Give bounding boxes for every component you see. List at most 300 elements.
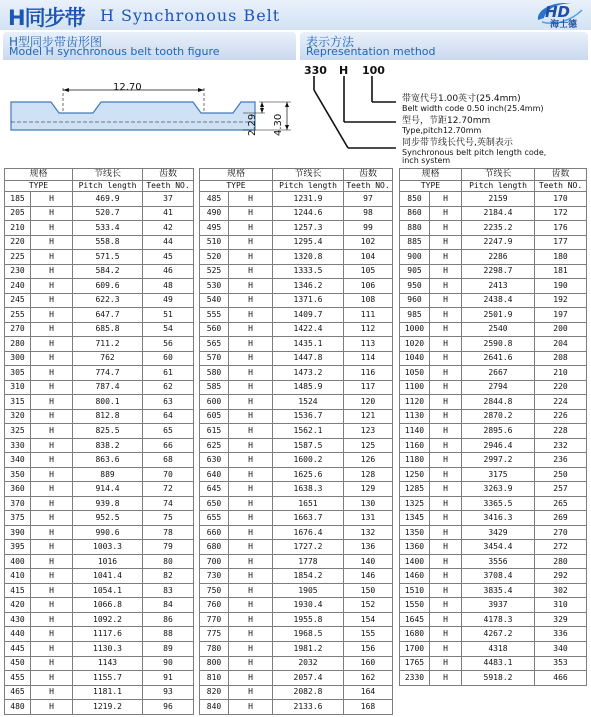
table-row — [200, 496, 393, 511]
type-cell: H — [430, 554, 462, 569]
type-cell: H — [31, 641, 73, 656]
teeth-count-cell: 353 — [535, 656, 587, 671]
spec-table-2 — [199, 168, 393, 715]
pitch-length-cell: 2997.2 — [462, 453, 535, 468]
table-row — [200, 612, 393, 627]
teeth-count-cell: 75 — [143, 511, 194, 526]
width-code-en: Belt width code 0.50 inch(25.4mm) — [402, 104, 544, 113]
teeth-count-cell: 154 — [344, 612, 393, 627]
svg-text:HD: HD — [545, 3, 571, 21]
table-row — [5, 235, 194, 250]
type-cell: H — [430, 583, 462, 598]
teeth-count-cell: 80 — [143, 554, 194, 569]
type-cell: H — [31, 685, 73, 700]
pitch-length-cell: 2501.9 — [462, 308, 535, 323]
table-row — [400, 482, 587, 497]
pitch-length-cell: 838.2 — [73, 438, 143, 453]
pitch-length-cell: 1968.5 — [273, 627, 344, 642]
page-title-en: H Synchronous Belt — [100, 6, 281, 25]
table-row — [5, 322, 194, 337]
pitch-length-cell: 1016 — [73, 554, 143, 569]
type-cell: H — [229, 279, 273, 294]
pitch-length-cell: 990.6 — [73, 525, 143, 540]
type-cell: H — [430, 525, 462, 540]
type-cell: H — [229, 467, 273, 482]
pitch-length-cell: 2590.8 — [462, 337, 535, 352]
table-row — [5, 467, 194, 482]
teeth-count-cell: 265 — [535, 496, 587, 511]
type-cell: H — [229, 293, 273, 308]
table-row — [200, 525, 393, 540]
teeth-count-cell: 105 — [344, 264, 393, 279]
table-row — [200, 366, 393, 381]
table-row — [5, 671, 194, 686]
table-row — [400, 540, 587, 555]
spec-size-cell: 1285 — [400, 482, 430, 497]
teeth-count-cell: 65 — [143, 424, 194, 439]
table-row — [200, 467, 393, 482]
table-row — [400, 453, 587, 468]
header-bar — [0, 0, 591, 30]
spec-size-cell: 960 — [400, 293, 430, 308]
teeth-count-cell: 97 — [344, 192, 393, 207]
spec-size-cell: 185 — [5, 192, 31, 207]
pitch-length-cell: 1346.2 — [273, 279, 344, 294]
spec-size-cell: 555 — [200, 308, 229, 323]
table-row — [200, 308, 393, 323]
spec-size-cell: 455 — [5, 671, 31, 686]
pitch-length-cell: 4178.3 — [462, 612, 535, 627]
type-cell: H — [31, 612, 73, 627]
teeth-count-cell: 224 — [535, 395, 587, 410]
spec-size-cell: 490 — [200, 206, 229, 221]
spec-size-cell: 760 — [200, 598, 229, 613]
teeth-count-cell: 82 — [143, 569, 194, 584]
pitch-length-cell: 1447.8 — [273, 351, 344, 366]
teeth-count-cell: 156 — [344, 641, 393, 656]
teeth-count-cell: 102 — [344, 235, 393, 250]
spec-size-cell: 1700 — [400, 641, 430, 656]
table-row — [5, 685, 194, 700]
table-row — [5, 438, 194, 453]
teeth-count-cell: 86 — [143, 612, 194, 627]
type-cell: H — [430, 453, 462, 468]
teeth-count-cell: 257 — [535, 482, 587, 497]
pitch-length-cell: 3416.3 — [462, 511, 535, 526]
spec-size-cell: 905 — [400, 264, 430, 279]
type-cell: H — [430, 409, 462, 424]
teeth-count-cell: 164 — [344, 685, 393, 700]
type-cell: H — [31, 482, 73, 497]
table-row — [200, 337, 393, 352]
teeth-count-cell: 192 — [535, 293, 587, 308]
spec-size-cell: 410 — [5, 569, 31, 584]
spec-size-cell: 600 — [200, 395, 229, 410]
type-cell: H — [229, 380, 273, 395]
table-row — [400, 395, 587, 410]
table-row — [5, 351, 194, 366]
type-cell: H — [31, 627, 73, 642]
type-cell: H — [31, 192, 73, 207]
spec-size-cell: 2330 — [400, 671, 430, 686]
type-cell: H — [430, 438, 462, 453]
table-row — [5, 192, 194, 207]
teeth-count-cell: 160 — [344, 656, 393, 671]
pitch-length-cell: 584.2 — [73, 264, 143, 279]
type-cell: H — [31, 511, 73, 526]
spec-size-cell: 800 — [200, 656, 229, 671]
teeth-count-cell: 89 — [143, 641, 194, 656]
pitch-length-cell: 1536.7 — [273, 409, 344, 424]
col-type-en: TYPE — [400, 180, 462, 192]
table-row — [200, 409, 393, 424]
pitch-length-cell: 3835.4 — [462, 583, 535, 598]
type-cell: H — [31, 221, 73, 236]
table-row — [400, 525, 587, 540]
table-row — [400, 627, 587, 642]
pitch-length-cell: 1219.2 — [73, 700, 143, 715]
pitch-length-cell: 1663.7 — [273, 511, 344, 526]
table-row — [5, 395, 194, 410]
pitch-length-cell: 2895.6 — [462, 424, 535, 439]
type-cell: H — [430, 351, 462, 366]
col-teeth-en: Teeth NO. — [535, 180, 587, 192]
teeth-count-cell: 177 — [535, 235, 587, 250]
table-row — [400, 569, 587, 584]
pitch-length-cell: 469.9 — [73, 192, 143, 207]
spec-size-cell: 1360 — [400, 540, 430, 555]
pitch-length-cell: 2286 — [462, 250, 535, 265]
teeth-count-cell: 129 — [344, 482, 393, 497]
type-cell: H — [229, 308, 273, 323]
teeth-count-cell: 272 — [535, 540, 587, 555]
type-cell: H — [430, 540, 462, 555]
teeth-count-cell: 336 — [535, 627, 587, 642]
col-teeth-cn: 齿数 — [344, 169, 393, 181]
spec-size-cell: 775 — [200, 627, 229, 642]
spec-size-cell: 320 — [5, 409, 31, 424]
table-row — [400, 250, 587, 265]
type-cell: H — [31, 438, 73, 453]
type-cell: H — [31, 337, 73, 352]
type-cell: H — [430, 380, 462, 395]
table-row — [400, 424, 587, 439]
pitch-length-cell: 1854.2 — [273, 569, 344, 584]
table-row — [400, 409, 587, 424]
table-row — [400, 467, 587, 482]
pitch-length-cell: 3365.5 — [462, 496, 535, 511]
spec-size-cell: 1180 — [400, 453, 430, 468]
pitch-length-cell: 2540 — [462, 322, 535, 337]
pitch-length-cell: 1562.1 — [273, 424, 344, 439]
spec-size-cell: 530 — [200, 279, 229, 294]
spec-size-cell: 440 — [5, 627, 31, 642]
type-cell: H — [31, 540, 73, 555]
table-row — [400, 366, 587, 381]
pitch-length-cell: 889 — [73, 467, 143, 482]
pitch-length-cell: 762 — [73, 351, 143, 366]
pitch-length-cell: 2247.9 — [462, 235, 535, 250]
spec-size-cell: 985 — [400, 308, 430, 323]
pitch-length-cell: 4483.1 — [462, 656, 535, 671]
pitch-length-cell: 2298.7 — [462, 264, 535, 279]
teeth-count-cell: 45 — [143, 250, 194, 265]
type-cell: H — [31, 380, 73, 395]
teeth-count-cell: 98 — [344, 206, 393, 221]
pitch-length-cell: 2082.8 — [273, 685, 344, 700]
type-cell: H — [31, 279, 73, 294]
spec-size-cell: 270 — [5, 322, 31, 337]
table-row — [200, 627, 393, 642]
spec-size-cell: 585 — [200, 380, 229, 395]
table-row — [5, 540, 194, 555]
page-title-cn: H同步带 — [8, 6, 85, 30]
type-cell: H — [430, 308, 462, 323]
type-cell: H — [31, 598, 73, 613]
type-cell: H — [229, 700, 273, 715]
pitch-length-cell: 1473.2 — [273, 366, 344, 381]
pitch-length-cell: 609.6 — [73, 279, 143, 294]
table-row — [5, 511, 194, 526]
spec-size-cell: 430 — [5, 612, 31, 627]
spec-size-cell: 315 — [5, 395, 31, 410]
pitch-length-cell: 1778 — [273, 554, 344, 569]
teeth-count-cell: 150 — [344, 583, 393, 598]
type-cell: H — [430, 395, 462, 410]
tooth-height-label: 2.29 — [247, 113, 258, 136]
table-row — [200, 671, 393, 686]
type-legend — [402, 116, 490, 135]
representation-title-en: Representation method — [306, 45, 436, 58]
table-row — [5, 482, 194, 497]
teeth-count-cell: 204 — [535, 337, 587, 352]
teeth-count-cell: 200 — [535, 322, 587, 337]
pitch-length-cell: 1587.5 — [273, 438, 344, 453]
spec-size-cell: 445 — [5, 641, 31, 656]
pitch-length-cell: 1231.9 — [273, 192, 344, 207]
type-cell: H — [430, 511, 462, 526]
table-row — [5, 250, 194, 265]
spec-size-cell: 480 — [5, 700, 31, 715]
pitch-length-cell: 2133.6 — [273, 700, 344, 715]
teeth-count-cell: 136 — [344, 540, 393, 555]
pitch-length-cell: 2159 — [462, 192, 535, 207]
spec-size-cell: 330 — [5, 438, 31, 453]
type-cell: H — [31, 308, 73, 323]
spec-size-cell: 485 — [200, 192, 229, 207]
table-row — [5, 627, 194, 642]
company-logo — [532, 0, 586, 30]
spec-size-cell: 680 — [200, 540, 229, 555]
type-cell: H — [229, 569, 273, 584]
pitch-length-cell: 2946.4 — [462, 438, 535, 453]
teeth-count-cell: 220 — [535, 380, 587, 395]
type-cell: H — [430, 482, 462, 497]
col-length-en: Pitch length — [462, 180, 535, 192]
spec-size-cell: 570 — [200, 351, 229, 366]
spec-size-cell: 305 — [5, 366, 31, 381]
pitch-length-cell: 1930.4 — [273, 598, 344, 613]
spec-size-cell: 390 — [5, 525, 31, 540]
table-row — [5, 554, 194, 569]
teeth-count-cell: 128 — [344, 467, 393, 482]
spec-size-cell: 395 — [5, 540, 31, 555]
table-row — [400, 438, 587, 453]
table-row — [200, 235, 393, 250]
spec-size-cell: 225 — [5, 250, 31, 265]
tooth-figure-title-en: Model H synchronous belt tooth figure — [9, 45, 220, 58]
teeth-count-cell: 226 — [535, 409, 587, 424]
table-row — [400, 598, 587, 613]
table-row — [5, 525, 194, 540]
teeth-count-cell: 42 — [143, 221, 194, 236]
pitch-length-cell: 2057.4 — [273, 671, 344, 686]
table-row — [400, 206, 587, 221]
teeth-count-cell: 125 — [344, 438, 393, 453]
spec-size-cell: 580 — [200, 366, 229, 381]
table-row — [5, 366, 194, 381]
col-spec-cn: 规格 — [5, 169, 73, 181]
table-row — [5, 453, 194, 468]
teeth-count-cell: 126 — [344, 453, 393, 468]
table-row — [400, 279, 587, 294]
pitch-length-cell: 3175 — [462, 467, 535, 482]
col-type-en: TYPE — [5, 180, 73, 192]
type-cell: H — [229, 395, 273, 410]
spec-size-cell: 1120 — [400, 395, 430, 410]
table-row — [5, 279, 194, 294]
type-cell: H — [430, 206, 462, 221]
pitch-length-cell: 1371.6 — [273, 293, 344, 308]
teeth-count-cell: 78 — [143, 525, 194, 540]
spec-size-cell: 820 — [200, 685, 229, 700]
pitch-length-cell: 2641.6 — [462, 351, 535, 366]
teeth-count-cell: 210 — [535, 366, 587, 381]
table-row — [200, 569, 393, 584]
teeth-count-cell: 172 — [535, 206, 587, 221]
teeth-count-cell: 113 — [344, 337, 393, 352]
teeth-count-cell: 41 — [143, 206, 194, 221]
spec-size-cell: 780 — [200, 641, 229, 656]
width-code-legend — [402, 94, 544, 113]
table-row — [5, 598, 194, 613]
table-row — [200, 279, 393, 294]
type-cell: H — [229, 671, 273, 686]
teeth-count-cell: 84 — [143, 598, 194, 613]
table-row — [200, 656, 393, 671]
type-cell: H — [229, 366, 273, 381]
table-row — [5, 700, 194, 715]
type-cell: H — [430, 250, 462, 265]
type-cell: H — [31, 453, 73, 468]
pitch-length-cell: 1524 — [273, 395, 344, 410]
teeth-count-cell: 168 — [344, 700, 393, 715]
pitch-length-cell: 787.4 — [73, 380, 143, 395]
teeth-count-cell: 131 — [344, 511, 393, 526]
col-length-en: Pitch length — [273, 180, 344, 192]
teeth-count-cell: 190 — [535, 279, 587, 294]
table-row — [200, 482, 393, 497]
teeth-count-cell: 329 — [535, 612, 587, 627]
representation-panel — [300, 32, 588, 166]
pitch-length-cell: 647.7 — [73, 308, 143, 323]
teeth-count-cell: 83 — [143, 583, 194, 598]
teeth-count-cell: 116 — [344, 366, 393, 381]
teeth-count-cell: 46 — [143, 264, 194, 279]
teeth-count-cell: 61 — [143, 366, 194, 381]
type-cell: H — [430, 656, 462, 671]
type-cell: H — [229, 322, 273, 337]
pitch-length-cell: 571.5 — [73, 250, 143, 265]
pitch-length-cell: 1409.7 — [273, 308, 344, 323]
spec-size-cell: 700 — [200, 554, 229, 569]
teeth-count-cell: 79 — [143, 540, 194, 555]
spec-size-cell: 415 — [5, 583, 31, 598]
teeth-count-cell: 49 — [143, 293, 194, 308]
type-cell: H — [31, 322, 73, 337]
table-row — [5, 380, 194, 395]
spec-size-cell: 310 — [5, 380, 31, 395]
belt-height-label: 4.30 — [273, 113, 284, 136]
spec-size-cell: 750 — [200, 583, 229, 598]
type-cell: H — [229, 496, 273, 511]
type-cell: H — [229, 409, 273, 424]
table-row — [200, 351, 393, 366]
type-cell: H — [31, 496, 73, 511]
pitch-length-cell: 1676.4 — [273, 525, 344, 540]
teeth-count-cell: 88 — [143, 627, 194, 642]
spec-size-cell: 1250 — [400, 467, 430, 482]
table-row — [200, 322, 393, 337]
type-cell: H — [430, 264, 462, 279]
pitch-length-cell: 5918.2 — [462, 671, 535, 686]
spec-size-cell: 860 — [400, 206, 430, 221]
pitch-length-cell: 1625.6 — [273, 467, 344, 482]
spec-size-cell: 1050 — [400, 366, 430, 381]
spec-size-cell: 360 — [5, 482, 31, 497]
pitch-length-cell: 3708.4 — [462, 569, 535, 584]
teeth-count-cell: 310 — [535, 598, 587, 613]
pitch-length-cell: 952.5 — [73, 511, 143, 526]
type-cell: H — [31, 264, 73, 279]
pitch-length-cell: 1905 — [273, 583, 344, 598]
table-row — [400, 511, 587, 526]
teeth-count-cell: 51 — [143, 308, 194, 323]
type-cell: H — [430, 322, 462, 337]
pitch-length-cell: 774.7 — [73, 366, 143, 381]
type-cell: H — [430, 627, 462, 642]
teeth-count-cell: 106 — [344, 279, 393, 294]
teeth-count-cell: 60 — [143, 351, 194, 366]
pitch-length-cell: 711.2 — [73, 337, 143, 352]
spec-size-cell: 630 — [200, 453, 229, 468]
pitch-length-cell: 1066.8 — [73, 598, 143, 613]
pitch-length-cell: 685.8 — [73, 322, 143, 337]
spec-size-cell: 650 — [200, 496, 229, 511]
table-row — [400, 351, 587, 366]
teeth-count-cell: 64 — [143, 409, 194, 424]
pitch-length-cell: 1181.1 — [73, 685, 143, 700]
pitch-length-cell: 914.4 — [73, 482, 143, 497]
table-row — [200, 250, 393, 265]
teeth-count-cell: 162 — [344, 671, 393, 686]
spec-size-cell: 350 — [5, 467, 31, 482]
teeth-count-cell: 56 — [143, 337, 194, 352]
type-cell: H — [31, 206, 73, 221]
pitch-length-cell: 2413 — [462, 279, 535, 294]
teeth-count-cell: 72 — [143, 482, 194, 497]
type-cell: H — [31, 583, 73, 598]
